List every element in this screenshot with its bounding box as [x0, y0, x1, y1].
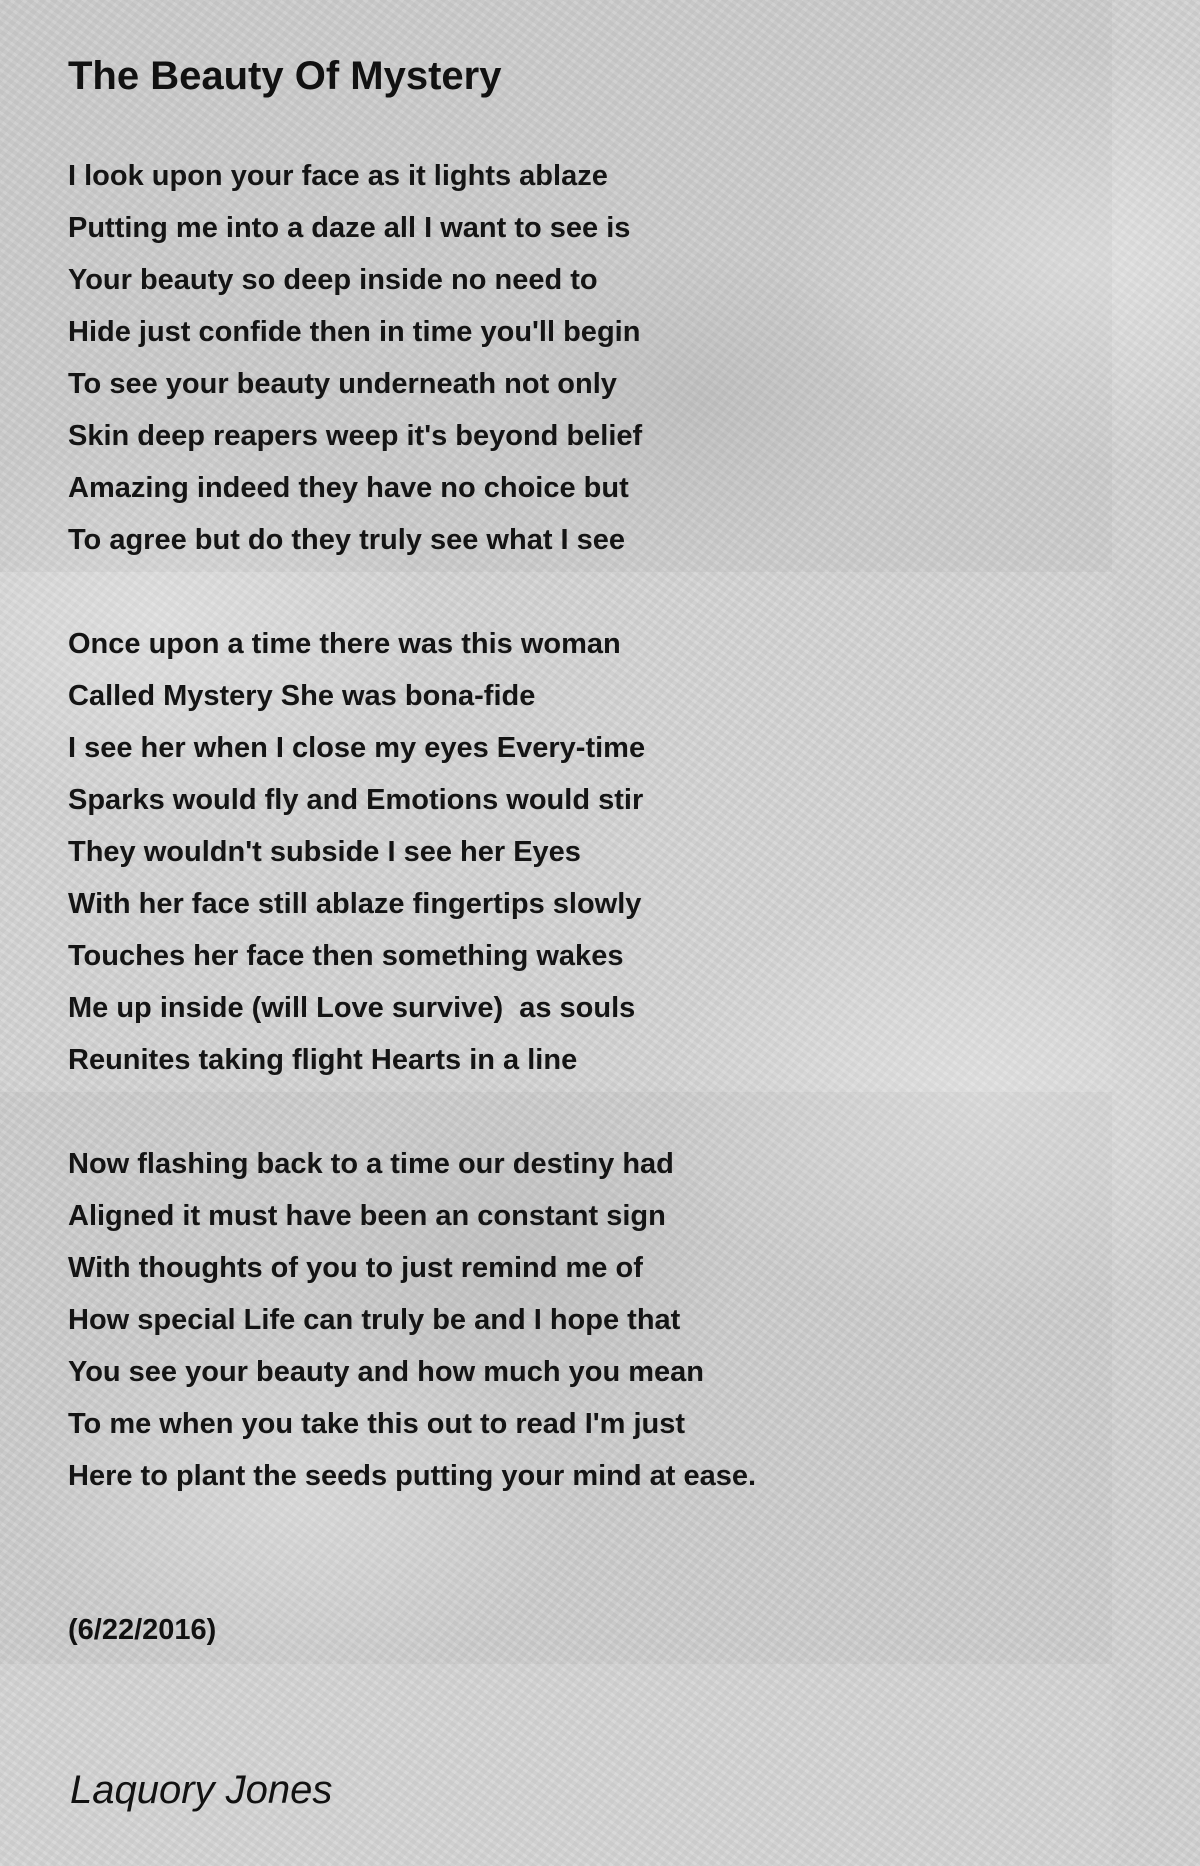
poem-line: They wouldn't subside I see her Eyes: [68, 836, 581, 868]
poem-line: Aligned it must have been an constant sign: [68, 1200, 666, 1232]
poem-line: Skin deep reapers weep it's beyond belief: [68, 420, 643, 452]
poem-line: Sparks would fly and Emotions would stir: [68, 784, 644, 816]
poem-line: Once upon a time there was this woman: [68, 628, 621, 660]
poem-line: Your beauty so deep inside no need to: [68, 264, 598, 296]
poem-line: To see your beauty underneath not only: [68, 368, 617, 400]
poem-line: Hide just confide then in time you'll begin: [68, 316, 641, 348]
poem-line: How special Life can truly be and I hope that: [68, 1304, 681, 1336]
poem-title: The Beauty Of Mystery: [68, 54, 502, 98]
poem-line: You see your beauty and how much you mean: [68, 1356, 704, 1388]
poem-date: (6/22/2016): [68, 1614, 217, 1646]
poem-line: With her face still ablaze fingertips slowly: [68, 888, 642, 920]
stanza-2: [68, 618, 645, 1086]
poem-line: I see her when I close my eyes Every-time: [68, 732, 646, 764]
poem-line: To me when you take this out to read I'm just: [68, 1408, 686, 1440]
poem-line: With thoughts of you to just remind me of: [68, 1252, 643, 1284]
poem-line: Reunites taking flight Hearts in a line: [68, 1044, 578, 1076]
poem-line: To agree but do they truly see what I see: [68, 524, 626, 556]
poem-line: I look upon your face as it lights ablaze: [68, 160, 608, 192]
poem-line: Called Mystery She was bona-fide: [68, 680, 536, 712]
stanza-3: [68, 1138, 756, 1502]
poem-line: Amazing indeed they have no choice but: [68, 472, 629, 504]
stanza-1: [68, 150, 642, 566]
poem-line: Putting me into a daze all I want to see is: [68, 212, 631, 244]
poem-line: Touches her face then something wakes: [68, 940, 624, 972]
poem-author: Laquory Jones: [70, 1768, 333, 1812]
poem-line: Me up inside (will Love survive) as souls: [68, 992, 636, 1024]
poem-line: Now flashing back to a time our destiny had: [68, 1148, 674, 1180]
poem-line: Here to plant the seeds putting your mind at ease.: [68, 1460, 757, 1492]
